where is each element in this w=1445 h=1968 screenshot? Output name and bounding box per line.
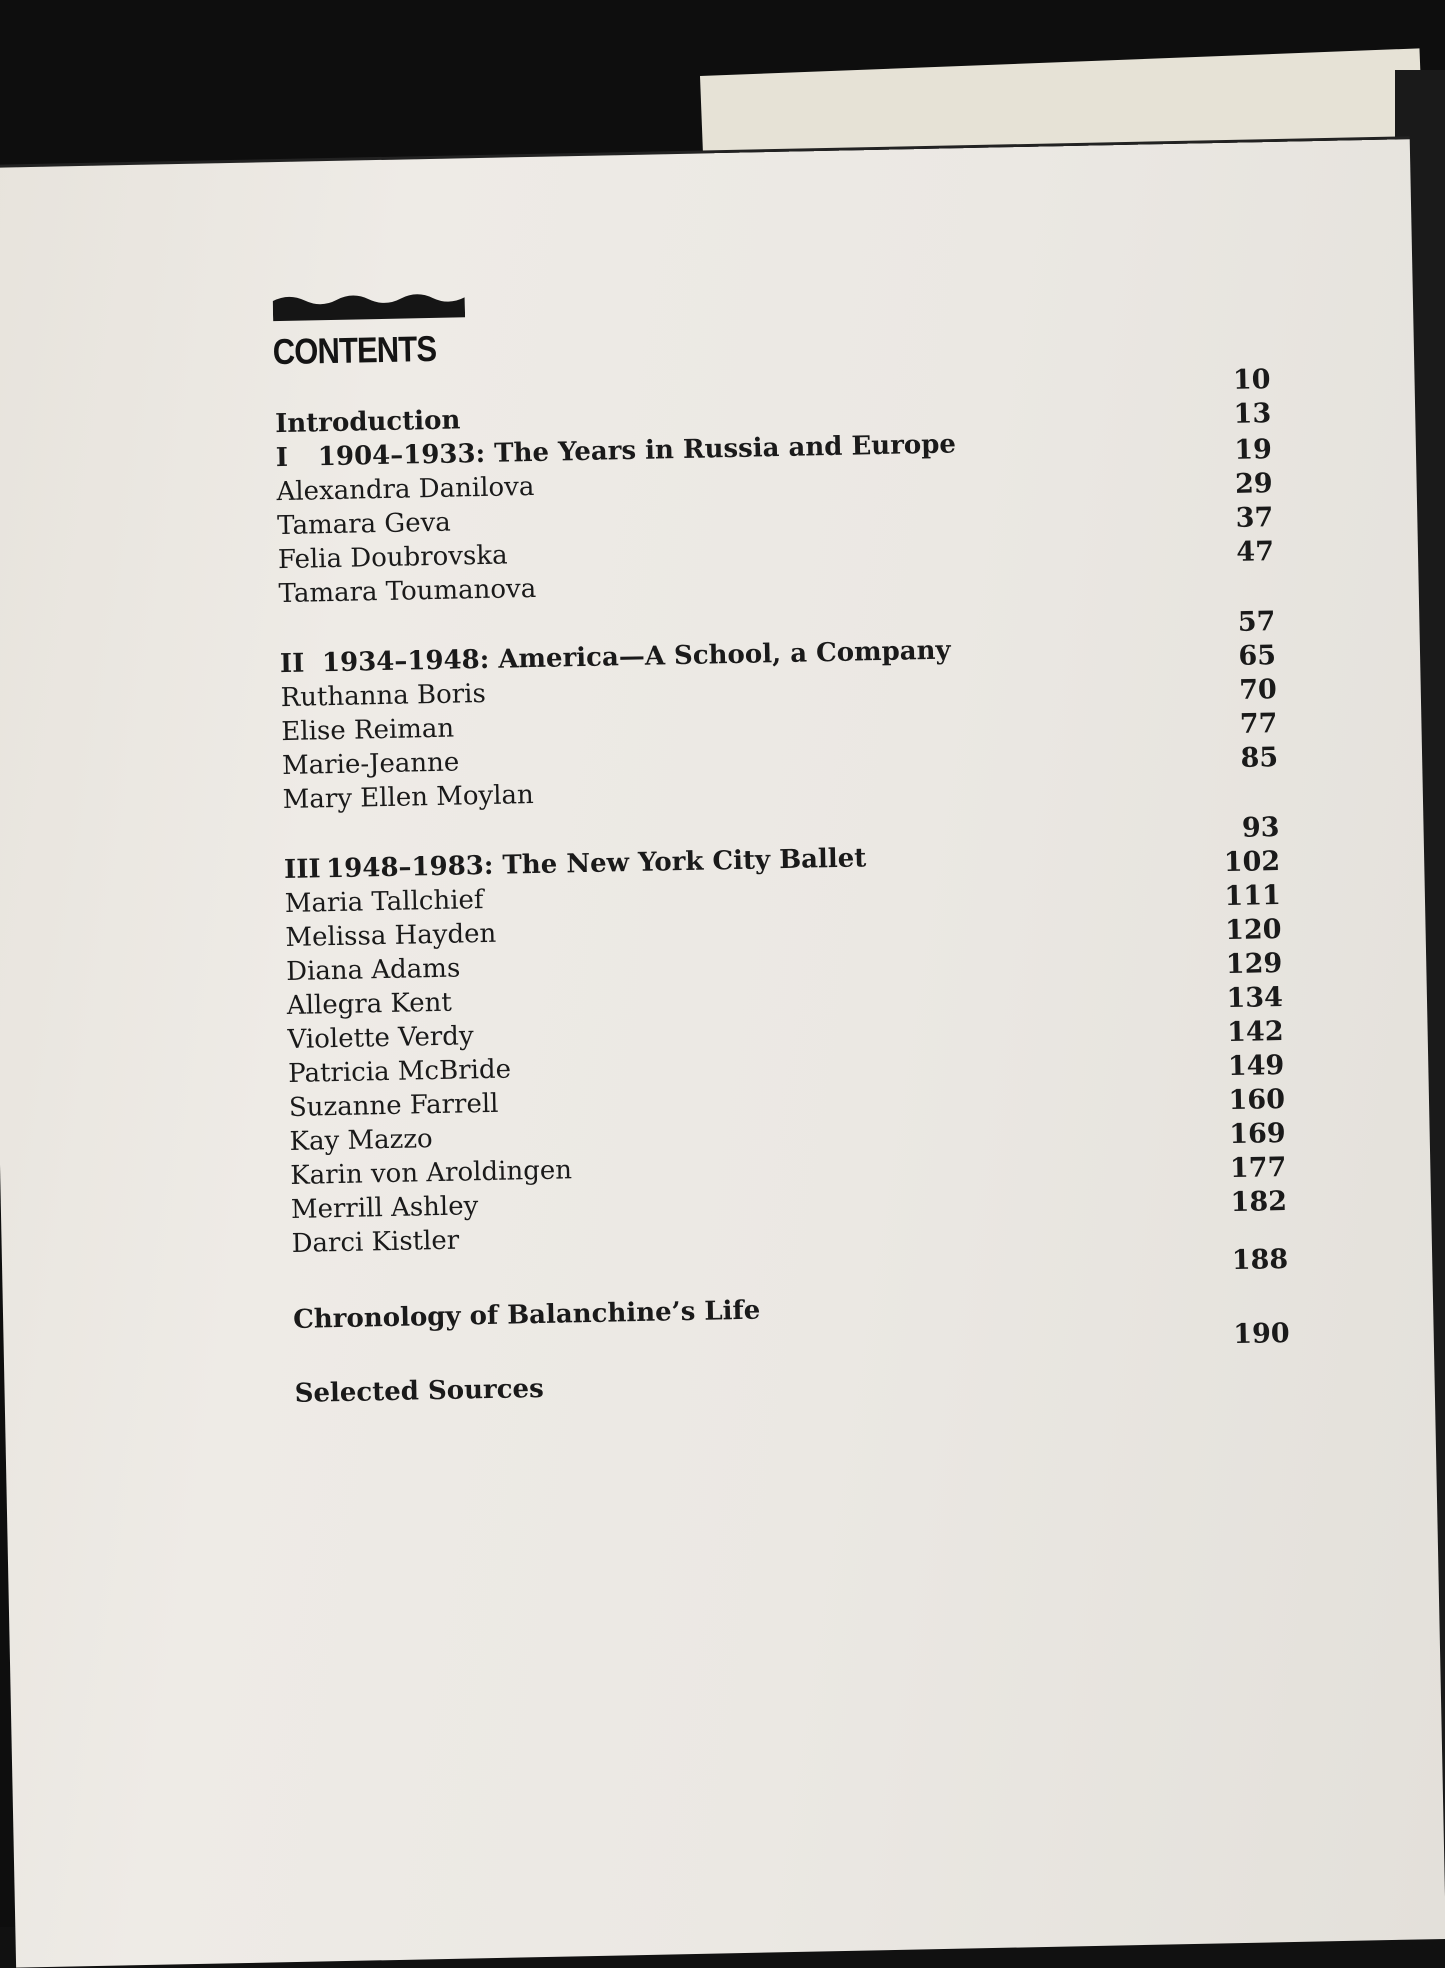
- entry-label: Introduction: [274, 405, 461, 440]
- chapter-title: 1934–1948: America—A School, a Company: [321, 635, 951, 679]
- entry-label: Karin von Aroldingen: [289, 1155, 573, 1191]
- page-number: 134: [1226, 982, 1284, 1015]
- page-number: 37: [1235, 502, 1274, 534]
- entry-label: Mary Ellen Moylan: [282, 780, 535, 816]
- chapter-numeral: I: [275, 442, 289, 474]
- entry-label: Alexandra Danilova: [276, 471, 535, 508]
- page-number: 177: [1229, 1151, 1287, 1185]
- page-number: 149: [1227, 1050, 1285, 1083]
- entry-label: Felia Doubrovska: [277, 540, 508, 576]
- page-number: 93: [1241, 812, 1280, 844]
- contents-page: [0, 139, 1445, 1967]
- toc-entry: [292, 1243, 1293, 1337]
- entry-label: Merrill Ashley: [290, 1191, 479, 1225]
- page-number: 70: [1238, 674, 1278, 706]
- toc-entry: [294, 1317, 1294, 1411]
- chapter-numeral: II: [279, 648, 305, 680]
- page-number: 190: [1232, 1317, 1290, 1351]
- page-number: 29: [1234, 468, 1273, 500]
- entry-label: Patricia McBride: [287, 1054, 512, 1089]
- entry-label: Tamara Toumanova: [278, 573, 537, 610]
- page-number: 111: [1224, 880, 1282, 913]
- page-number: 142: [1226, 1016, 1284, 1049]
- page-number: 120: [1224, 914, 1282, 947]
- entry-label: Chronology of Balanchine’s Life: [292, 1295, 761, 1335]
- page-number: 188: [1231, 1243, 1289, 1277]
- page-number: 77: [1239, 708, 1278, 740]
- entry-label: Diana Adams: [285, 953, 461, 988]
- page-number: 160: [1228, 1084, 1286, 1117]
- page-number: 10: [1232, 364, 1271, 396]
- entry-label: Selected Sources: [294, 1373, 545, 1409]
- entry-label: Melissa Hayden: [285, 918, 497, 954]
- entry-label: Maria Tallchief: [284, 885, 484, 920]
- page-number: 19: [1234, 434, 1273, 466]
- page-number: 57: [1237, 606, 1276, 638]
- page-number: 169: [1228, 1117, 1286, 1151]
- chapter-title: 1948–1983: The New York City Ballet: [325, 843, 867, 885]
- chapter-numeral: III: [283, 854, 321, 886]
- entry-label: Darci Kistler: [291, 1225, 460, 1259]
- contents-title: CONTENTS: [272, 327, 437, 373]
- wave-band-icon: [273, 289, 466, 323]
- entry-label: Tamara Geva: [276, 507, 452, 542]
- entry-label: Allegra Kent: [286, 987, 453, 1022]
- chapter-title: 1904–1933: The Years in Russia and Europe: [317, 429, 957, 473]
- entry-label: Ruthanna Boris: [280, 678, 487, 714]
- page-number: 65: [1238, 640, 1277, 672]
- entry-label: Elise Reiman: [281, 713, 455, 748]
- entry-label: Kay Mazzo: [289, 1124, 433, 1157]
- entry-label: Violette Verdy: [287, 1021, 474, 1055]
- page-number: 102: [1223, 846, 1281, 879]
- page-number: 182: [1230, 1185, 1288, 1219]
- page-number: 85: [1240, 742, 1279, 774]
- page-number: 47: [1236, 536, 1275, 568]
- page-number: 13: [1233, 398, 1272, 430]
- table-of-contents: [274, 364, 1290, 1409]
- entry-label: Marie-Jeanne: [281, 747, 460, 782]
- page-number: 129: [1225, 948, 1283, 981]
- entry-label: Suzanne Farrell: [288, 1088, 499, 1123]
